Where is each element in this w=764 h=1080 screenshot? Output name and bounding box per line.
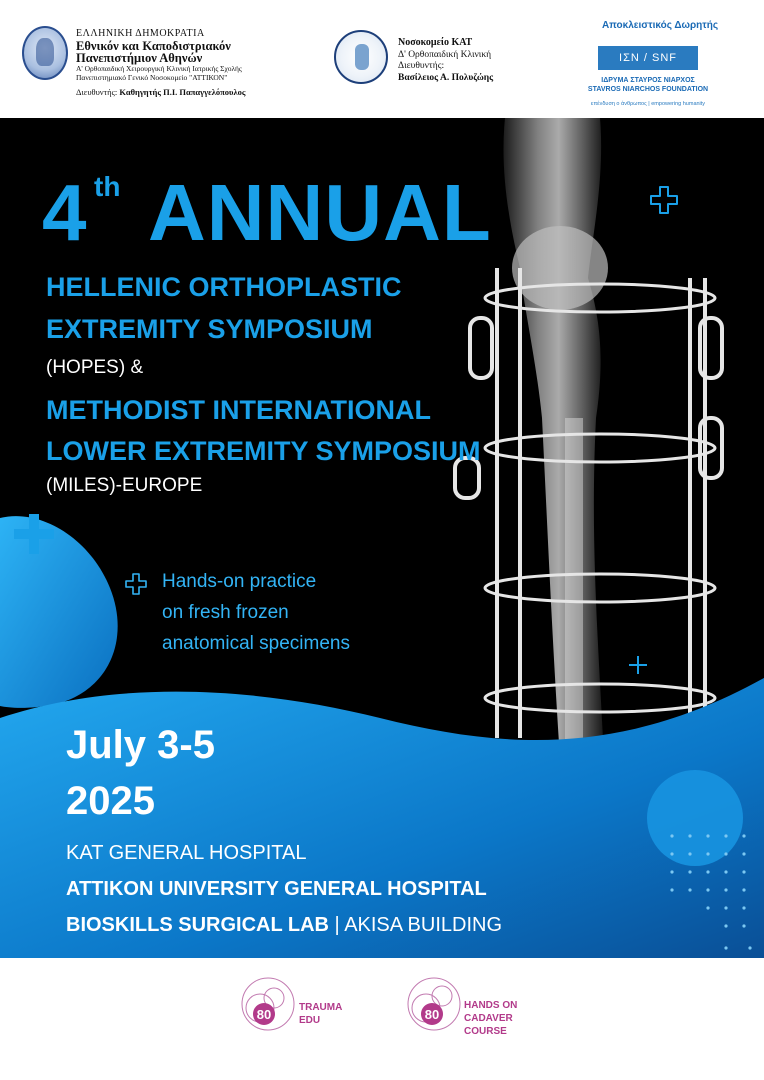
kat-line4: Βασίλειος Α. Πολυζώης	[398, 73, 494, 83]
university-affiliation	[76, 28, 286, 98]
trauma-edu-logo-icon	[238, 974, 300, 1040]
sponsor-label: Αποκλειστικός Δωρητής	[601, 20, 719, 31]
uoa-line4: Α' Ορθοπαιδική Χειρουργική Κλινική Ιατρικής Σχολής	[76, 64, 242, 73]
left-blue-shape	[0, 516, 118, 708]
venue-bioskills	[66, 912, 502, 938]
snf-tagline: επένδυση ο άνθρωπος | empowering humanity	[590, 101, 706, 107]
hands-on-line: HANDS ON	[464, 1000, 518, 1011]
plus-outline-small-icon	[126, 574, 146, 594]
uoa-line3: Πανεπιστήμιον Αθηνών	[76, 51, 203, 65]
kat-line3: Διευθυντής:	[398, 61, 445, 71]
svg-text:80: 80	[424, 1007, 440, 1022]
annual-title: ANNUAL	[148, 168, 492, 257]
event-dates: July 3-5	[66, 723, 215, 767]
hands-on-line1: Hands-on practice	[162, 571, 317, 592]
kat-clinic-seal-logo	[334, 30, 388, 84]
decorative-circle	[647, 770, 743, 866]
venue-attikon: ATTIKON UNIVERSITY GENERAL HOSPITAL	[66, 878, 487, 900]
cadaver-line: CADAVER	[464, 1013, 513, 1024]
uoa-director	[76, 86, 286, 98]
kat-line2: Δ' Ορθοπαιδική Κλινική	[398, 50, 492, 60]
miles-title-line2: LOWER EXTREMITY SYMPOSIUM	[46, 436, 481, 466]
edition-number: 4	[42, 168, 88, 257]
hands-on-cadaver-logo-icon	[404, 974, 466, 1040]
uoa-line5: Πανεπιστημιακό Γενικό Νοσοκομείο "ΑΤΤΙΚΟΝ"	[76, 73, 228, 82]
miles-title-line1: METHODIST INTERNATIONAL	[46, 395, 431, 425]
poster-main	[0, 118, 764, 958]
trauma-edu-line1: TRAUMA	[299, 1002, 343, 1013]
university-seal-logo	[22, 26, 68, 80]
kat-line1: Νοσοκομείο ΚΑΤ	[398, 37, 473, 48]
snf-name-greek: ΙΔΡΥΜΑ ΣΤΑΥΡΟΣ ΝΙΑΡΧΟΣ	[601, 77, 695, 84]
uoa-line1: ΕΛΛΗΝΙΚΗ ΔΗΜΟΚΡΑΤΙΑ	[76, 28, 205, 39]
miles-abbr: (MILES)-EUROPE	[46, 475, 203, 496]
svg-text:80: 80	[256, 1007, 272, 1022]
header	[0, 0, 764, 118]
venue-kat: KAT GENERAL HOSPITAL	[66, 842, 307, 864]
uoa-line2: Εθνικόν και Καποδιστριακόν	[76, 39, 231, 53]
kat-affiliation	[398, 36, 548, 84]
snf-logo: ΙΣΝ / SNF	[598, 46, 698, 70]
snf-name-english: STAVROS NIARCHOS FOUNDATION	[587, 86, 709, 93]
footer	[0, 958, 764, 1080]
course-line: COURSE	[464, 1026, 507, 1037]
plus-outline-icon	[651, 187, 677, 213]
uoa-director-name: Καθηγητής Π.Ι. Παπαγγελόπουλος	[119, 87, 246, 97]
hopes-title-line1: HELLENIC ORTHOPLASTIC	[46, 272, 402, 302]
trauma-edu-line2: EDU	[299, 1015, 321, 1026]
hands-on-line2: on fresh frozen	[162, 602, 289, 623]
venue-separator: |	[328, 914, 345, 936]
hopes-abbr: (HOPES) &	[46, 357, 144, 378]
event-year: 2025	[66, 779, 155, 823]
plus-thin-icon	[629, 656, 647, 674]
hopes-title-line2: EXTREMITY SYMPOSIUM	[46, 314, 373, 344]
uoa-director-label: Διευθυντής:	[76, 87, 118, 97]
edition-ordinal: th	[94, 171, 121, 202]
venue-akisa: AKISA BUILDING	[344, 914, 503, 936]
venue-bioskills-lab: BIOSKILLS SURGICAL LAB	[66, 914, 329, 936]
hands-on-line3: anatomical specimens	[162, 633, 350, 654]
